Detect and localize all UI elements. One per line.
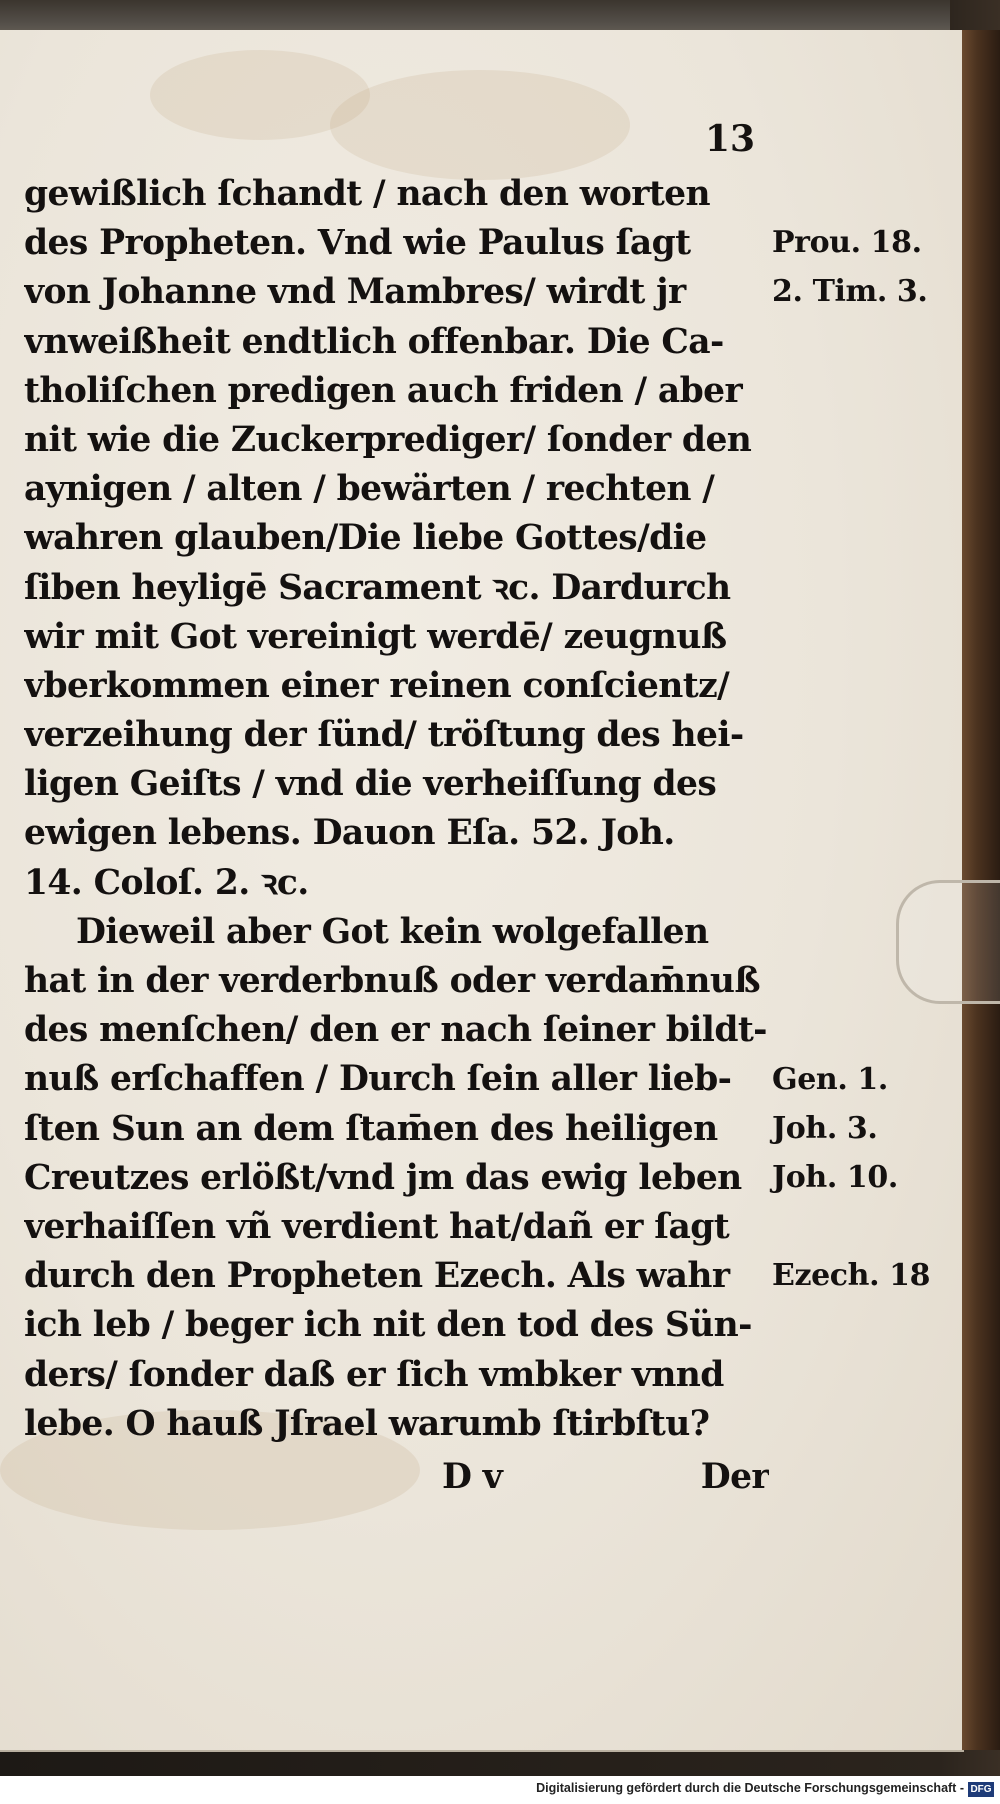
text-line: Creutzes erlößt/vnd jm das ewig leben — [24, 1157, 742, 1198]
text-line: tholiſchen predigen auch friden / aber — [24, 370, 743, 411]
text-line: durch den Propheten Ezech. Als wahr — [24, 1256, 730, 1297]
body-text — [24, 170, 769, 1505]
text-line: ſiben heyligē Sacrament ꝛc. Dardurch — [24, 567, 731, 608]
text-line: hat in der verderbnuß oder verdam̄nuß — [24, 961, 760, 1001]
text-line: ſten Sun an dem ſtam̄en des heiligen — [24, 1108, 718, 1149]
margin-note: Joh. 3. — [772, 1110, 878, 1146]
catchword: Der — [700, 1456, 769, 1497]
text-line: Dieweil aber Got kein wolgefallen — [76, 911, 709, 952]
signature-mark: D v — [442, 1456, 503, 1497]
text-line: wahren glauben/Die liebe Gottes/die — [24, 518, 707, 559]
margin-note: Joh. 10. — [772, 1160, 898, 1195]
dfg-logo: DFG — [968, 1782, 994, 1797]
text-line: des menſchen/ den er nach ſeiner bildt- — [24, 1010, 767, 1051]
text-line: des Propheten. Vnd wie Paulus ſagt — [24, 223, 691, 264]
margin-note: Ezech. 18 — [772, 1258, 931, 1294]
text-line: gewißlich ſchandt / nach den worten — [24, 174, 711, 214]
text-line: wir mit Got vereinigt werdē/ zeugnuß — [24, 616, 727, 657]
text-line: nit wie die Zuckerprediger/ ſonder den — [24, 419, 752, 460]
text-line: nuß erſchaffen / Durch ſein aller lieb- — [24, 1059, 732, 1100]
margin-note: Gen. 1. — [772, 1061, 888, 1097]
text-line: 14. Coloſ. 2. ꝛc. — [24, 862, 309, 903]
page-number: 13 — [704, 118, 756, 160]
margin-note: Prou. 18. — [772, 225, 922, 261]
catch-line — [24, 1449, 769, 1505]
text-line: ewigen lebens. Dauon Eſa. 52. Joh. — [24, 813, 675, 854]
footer-bar — [0, 1776, 1000, 1804]
text-line: ich leb / beger ich nit den tod des Sün- — [24, 1305, 752, 1346]
text-line: aynigen / alten / bewärten / rechten / — [24, 469, 715, 510]
text-line: verhaiſſen vñ verdient hat/dañ er ſagt — [24, 1206, 730, 1247]
text-line: vnweißheit endtlich offenbar. Die Ca- — [24, 321, 724, 362]
text-line: verzeihung der ſünd/ tröſtung des hei- — [24, 715, 744, 756]
text-line: lebe. O hauß Jſrael warumb ſtirbſtu? — [24, 1403, 710, 1444]
footer-credit: Digitalisierung gefördert durch die Deutsche Forschungsgemeinschaft - — [536, 1781, 964, 1795]
page-clip — [896, 880, 1000, 1004]
text-line: von Johanne vnd Mambres/ wirdt jr — [24, 272, 686, 313]
text-line: vberkommen einer reinen conſcientz/ — [24, 665, 730, 706]
paper-stain — [330, 70, 630, 180]
text-line: ligen Geiſts / vnd die verheiſſung des — [24, 764, 717, 805]
text-line: ders/ ſonder daß er ſich vmbker vnnd — [24, 1354, 724, 1395]
margin-note: 2. Tim. 3. — [772, 274, 928, 310]
